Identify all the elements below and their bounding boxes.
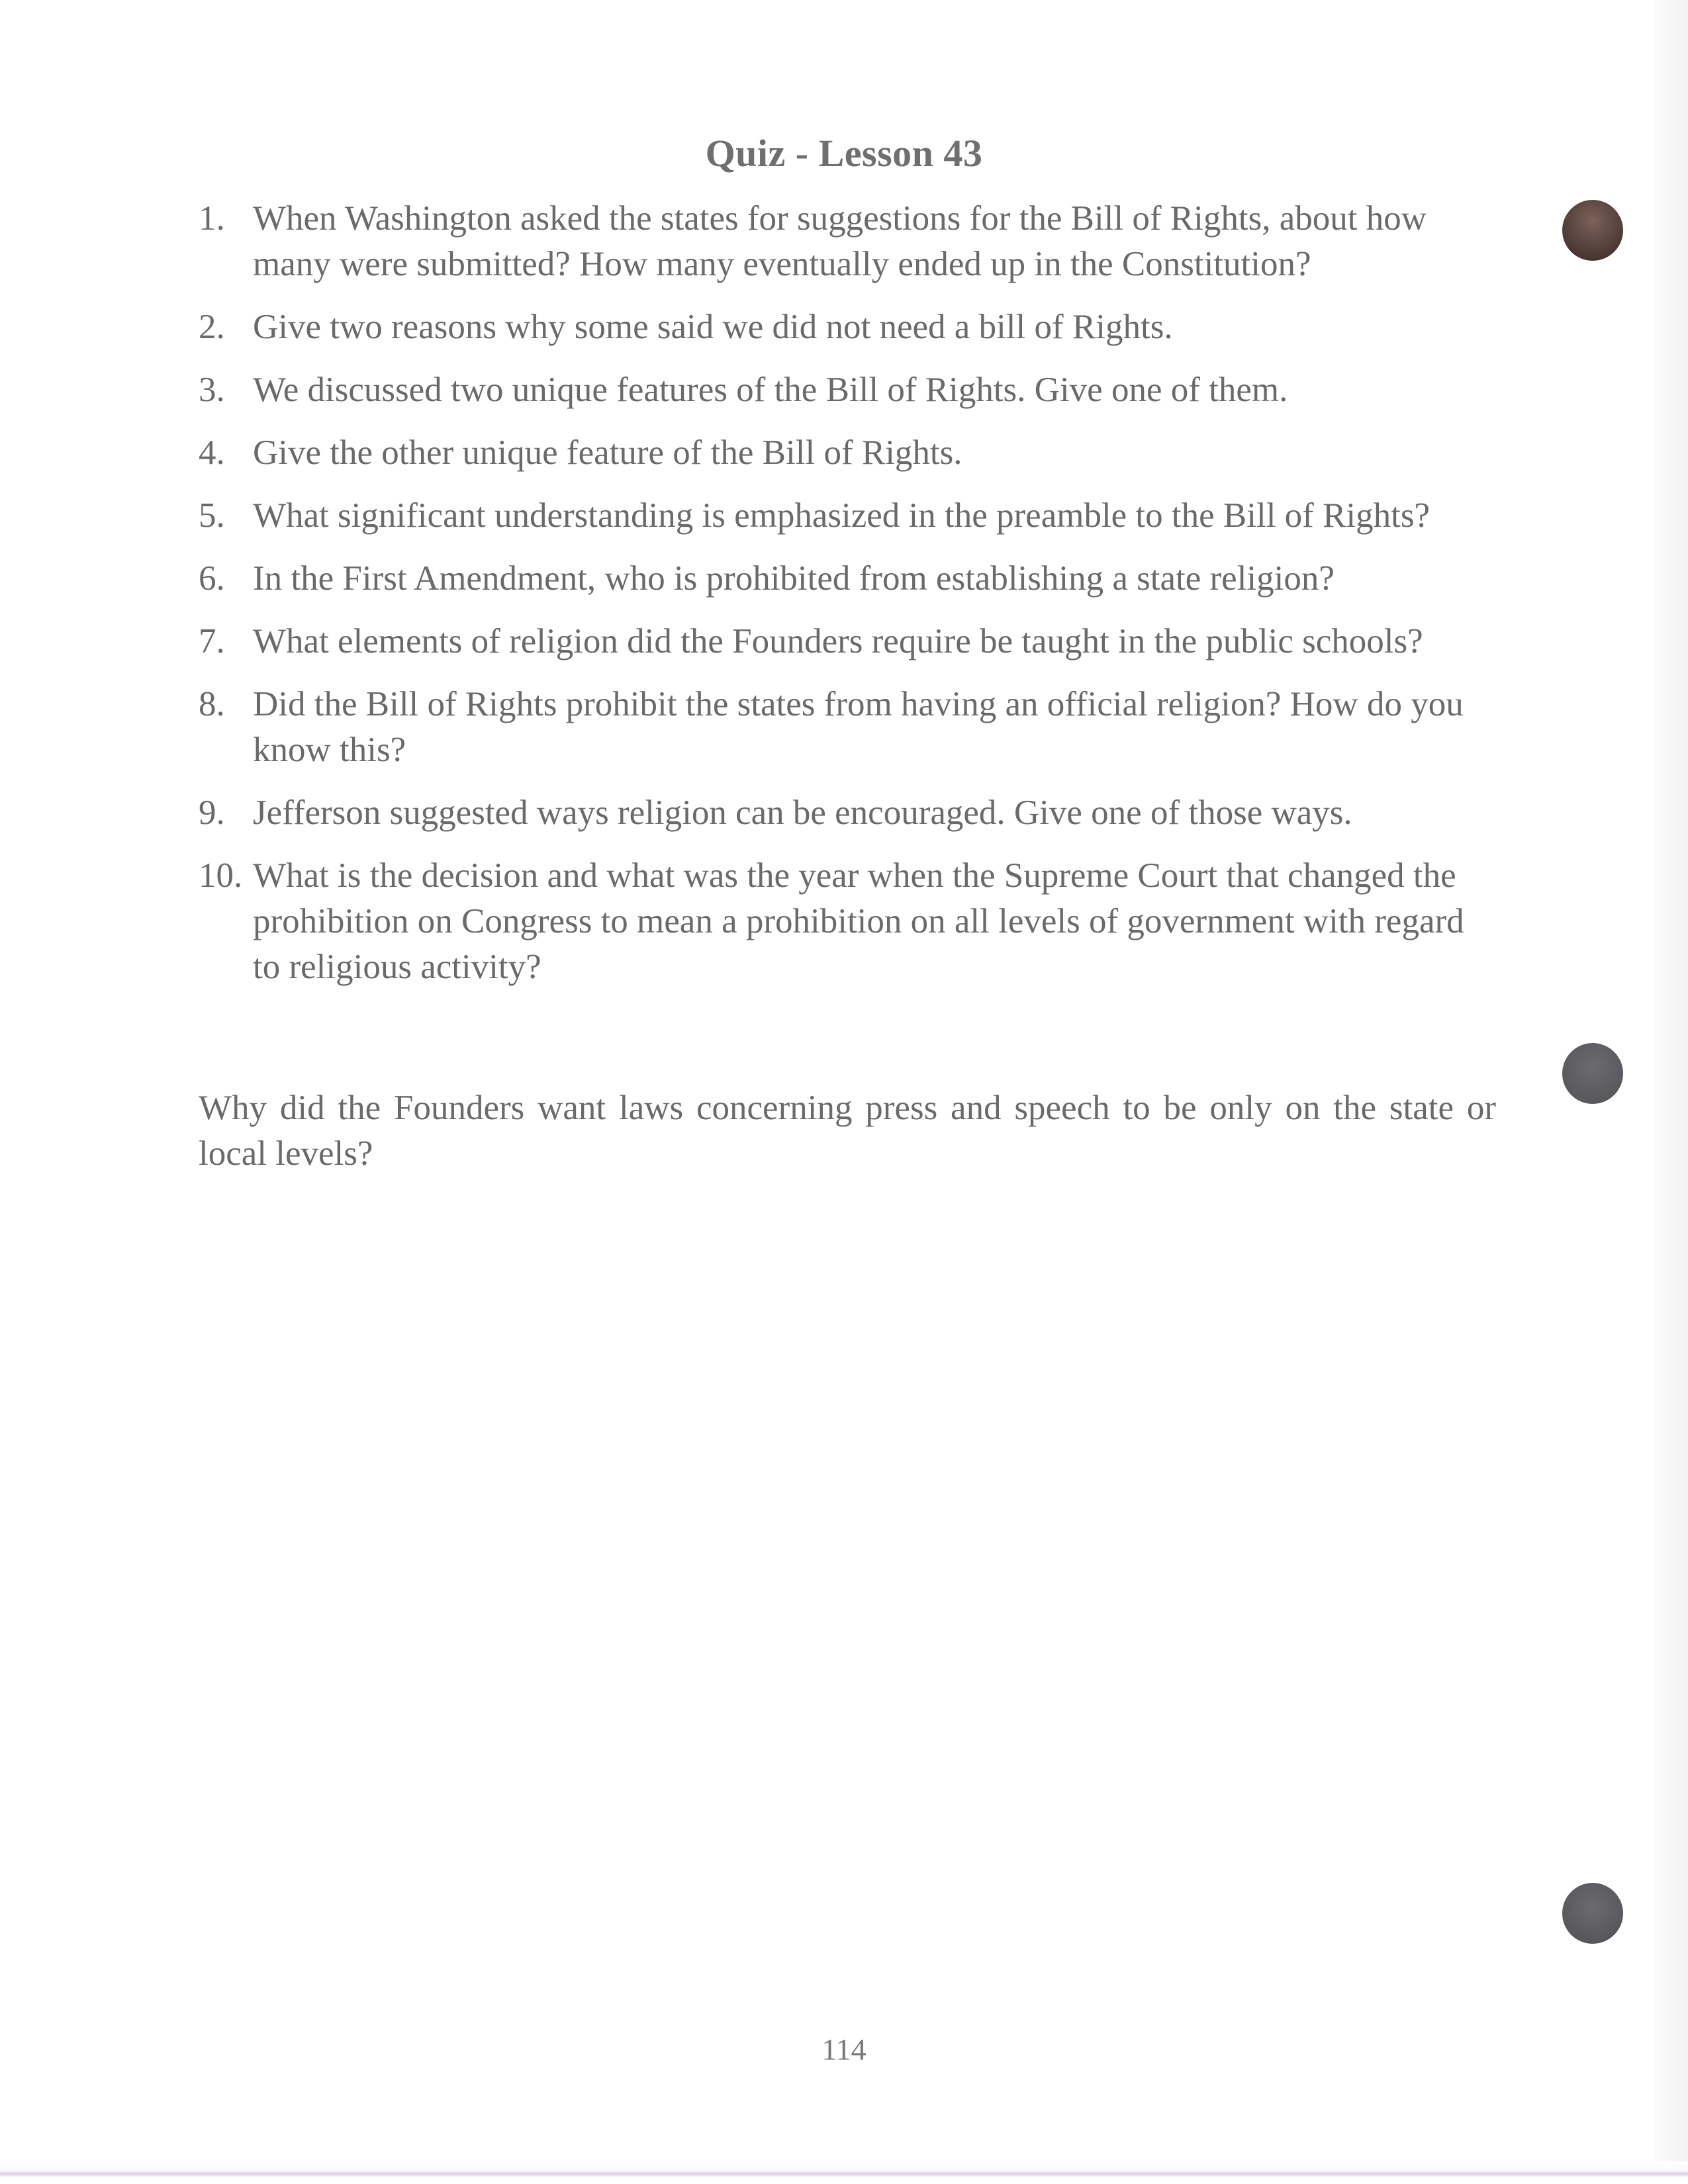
question-text: What elements of religion did the Founders require be taught in the public schools? [253,622,1423,660]
question-item [199,493,1496,539]
question-text: Give the other unique feature of the Bill of Rights. [253,433,962,472]
binder-hole-icon [1562,200,1623,261]
question-text: Jefferson suggested ways religion can be encouraged. Give one of those ways. [253,794,1352,832]
question-text: When Washington asked the states for suggestions for the Bill of Rights, about how many were submitted? How many eventually ended up in the Constitution? [253,199,1427,283]
question-number: 7. [199,622,225,660]
page-bottom-edge [0,2161,1688,2184]
question-number: 4. [199,433,225,472]
question-text: What significant understanding is emphasized in the preamble to the Bill of Rights? [253,496,1430,535]
question-number: 10. [199,856,243,895]
question-item [199,682,1496,773]
question-number: 8. [199,685,225,723]
question-item [199,853,1496,990]
question-item [199,790,1496,836]
question-item [199,304,1496,350]
question-text: Give two reasons why some said we did not need a bill of Rights. [253,308,1173,346]
question-text: What is the decision and what was the year when the Supreme Court that changed the prohibition on Congress to mean a prohibition on all levels of government with regard to religious activity? [253,856,1464,986]
quiz-title: Quiz - Lesson 43 [705,132,983,175]
binder-hole-icon [1562,1883,1623,1944]
question-item [199,196,1496,287]
closing-question: Why did the Founders want laws concerning press and speech to be only on the state or local levels? [199,1089,1496,1173]
question-number: 9. [199,794,225,832]
question-number: 5. [199,496,225,535]
question-list [199,196,1496,1007]
question-number: 2. [199,308,225,346]
question-item [199,556,1496,602]
page-right-edge [1654,0,1688,2184]
question-item [199,619,1496,664]
question-text: Did the Bill of Rights prohibit the states from having an official religion? How do you know this? [253,685,1464,769]
question-number: 1. [199,199,225,238]
question-item [199,430,1496,476]
question-text: We discussed two unique features of the Bill of Rights. Give one of them. [253,371,1288,409]
question-number: 3. [199,371,225,409]
question-item [199,367,1496,413]
page-number: 114 [821,2032,867,2066]
binder-hole-icon [1562,1043,1623,1104]
question-number: 6. [199,559,225,598]
question-text: In the First Amendment, who is prohibited from establishing a state religion? [253,559,1335,598]
